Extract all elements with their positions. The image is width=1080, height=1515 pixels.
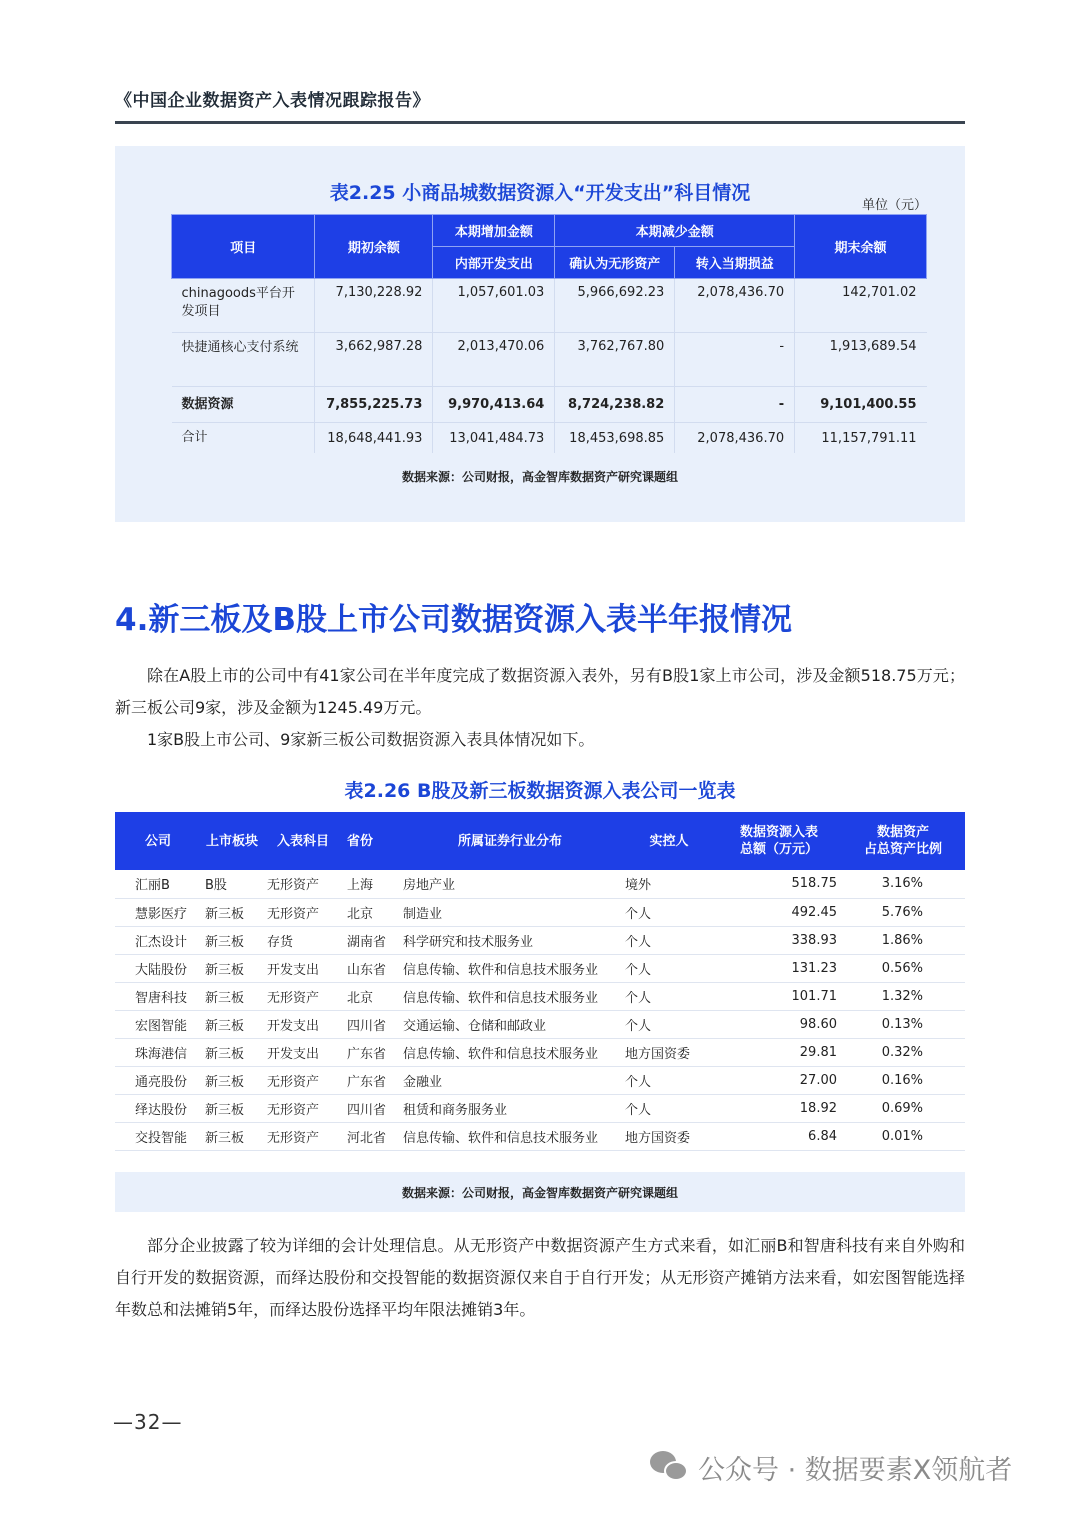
cell-industry: 交通运输、仓储和邮政业 <box>399 1010 621 1038</box>
cell-increase: 13,041,484.73 <box>433 423 555 454</box>
cell-board: 新三板 <box>201 926 263 954</box>
header-industry: 所属证券行业分布 <box>399 812 621 870</box>
cell-industry: 信息传输、软件和信息技术服务业 <box>399 954 621 982</box>
table-2-25-panel <box>115 146 965 522</box>
cell-company: 珠海港信 <box>115 1038 201 1066</box>
cell-province: 四川省 <box>343 1094 399 1122</box>
cell-closing: 142,701.02 <box>795 279 927 333</box>
table-2-26-source: 数据来源：公司财报，高金智库数据资产研究课题组 <box>401 1186 678 1200</box>
cell-controller: 境外 <box>621 870 717 898</box>
table-row <box>115 1038 965 1066</box>
table-2-25-source: 数据来源：公司财报，高金智库数据资产研究课题组 <box>401 470 678 484</box>
cell-company: 交投智能 <box>115 1122 201 1150</box>
cell-closing: 11,157,791.11 <box>795 423 927 454</box>
cell-board: 新三板 <box>201 1038 263 1066</box>
header-closing-balance: 期末余额 <box>795 215 927 279</box>
cell-province: 四川省 <box>343 1010 399 1038</box>
cell-industry: 租赁和商务服务业 <box>399 1094 621 1122</box>
table-row <box>115 1094 965 1122</box>
cell-amount: 131.23 <box>717 954 841 982</box>
table-2-25-title: 表2.25 小商品城数据资源入“开发支出”科目情况 <box>329 182 751 204</box>
cell-to-pnl: - <box>675 387 795 423</box>
table-row <box>115 1010 965 1038</box>
cell-ratio: 0.16% <box>841 1066 965 1094</box>
table-row <box>115 870 965 898</box>
cell-item: 快捷通核心支付系统 <box>172 333 315 387</box>
cell-account: 存货 <box>263 926 343 954</box>
table-2-26 <box>115 812 965 1151</box>
paragraph-accounting-notes: 部分企业披露了较为详细的会计处理信息。从无形资产中数据资源产生方式来看，如汇丽B和智唐科技有来自外购和自行开发的数据资源，而绎达股份和交投智能的数据资源仅来自于自行开发；从无形资产摊销方法来看，如宏图智能选择年数总和法摊销5年，而绎达股份选择平均年限法摊销3年。 <box>115 1236 965 1319</box>
cell-board: 新三板 <box>201 954 263 982</box>
cell-item: 数据资源 <box>172 387 315 423</box>
cell-amount: 518.75 <box>717 870 841 898</box>
cell-province: 广东省 <box>343 1066 399 1094</box>
cell-industry: 金融业 <box>399 1066 621 1094</box>
table-row <box>115 1122 965 1150</box>
cell-increase: 1,057,601.03 <box>433 279 555 333</box>
table-row <box>172 387 927 423</box>
paragraph-lead-in: 1家B股上市公司、9家新三板公司数据资源入表具体情况如下。 <box>147 730 595 749</box>
unit-label: 单位（元） <box>861 198 927 213</box>
cell-account: 无形资产 <box>263 1094 343 1122</box>
cell-company: 大陆股份 <box>115 954 201 982</box>
cell-industry: 信息传输、软件和信息技术服务业 <box>399 982 621 1010</box>
table-2-25 <box>171 214 927 453</box>
cell-to-pnl: 2,078,436.70 <box>675 279 795 333</box>
cell-ratio: 1.86% <box>841 926 965 954</box>
cell-amount: 101.71 <box>717 982 841 1010</box>
cell-account: 无形资产 <box>263 870 343 898</box>
page-number: —32— <box>113 1410 183 1434</box>
header-opening-balance: 期初余额 <box>315 215 433 279</box>
cell-ratio: 0.56% <box>841 954 965 982</box>
cell-province: 河北省 <box>343 1122 399 1150</box>
cell-to-intangible: 18,453,698.85 <box>555 423 675 454</box>
cell-increase: 9,970,413.64 <box>433 387 555 423</box>
cell-to-pnl: 2,078,436.70 <box>675 423 795 454</box>
cell-controller: 个人 <box>621 898 717 926</box>
cell-industry: 科学研究和技术服务业 <box>399 926 621 954</box>
cell-amount: 338.93 <box>717 926 841 954</box>
cell-amount: 6.84 <box>717 1122 841 1150</box>
wechat-icon <box>650 1451 690 1485</box>
table-row <box>115 954 965 982</box>
watermark <box>650 1448 1012 1487</box>
cell-amount: 29.81 <box>717 1038 841 1066</box>
cell-controller: 个人 <box>621 1010 717 1038</box>
watermark-text: 公众号 · 数据要素X领航者 <box>698 1455 1013 1486</box>
cell-opening: 3,662,987.28 <box>315 333 433 387</box>
cell-amount: 98.60 <box>717 1010 841 1038</box>
cell-company: 宏图智能 <box>115 1010 201 1038</box>
cell-company: 慧影医疗 <box>115 898 201 926</box>
table-row-total <box>172 423 927 454</box>
table-2-26-body <box>115 870 965 1150</box>
header-increase-internal: 内部开发支出 <box>433 247 555 279</box>
report-title: 《中国企业数据资产入表情况跟踪报告》 <box>115 91 430 111</box>
running-header <box>115 86 965 124</box>
cell-to-intangible: 5,966,692.23 <box>555 279 675 333</box>
cell-opening: 7,130,228.92 <box>315 279 433 333</box>
cell-board: B股 <box>201 870 263 898</box>
cell-account: 无形资产 <box>263 1122 343 1150</box>
cell-industry: 信息传输、软件和信息技术服务业 <box>399 1038 621 1066</box>
cell-controller: 个人 <box>621 1094 717 1122</box>
header-decrease-pnl: 转入当期损益 <box>675 247 795 279</box>
cell-province: 北京 <box>343 982 399 1010</box>
cell-account: 无形资产 <box>263 982 343 1010</box>
cell-ratio: 0.32% <box>841 1038 965 1066</box>
cell-controller: 地方国资委 <box>621 1122 717 1150</box>
cell-board: 新三板 <box>201 1094 263 1122</box>
table-row <box>115 926 965 954</box>
header-company: 公司 <box>115 812 201 870</box>
cell-company: 绎达股份 <box>115 1094 201 1122</box>
cell-province: 上海 <box>343 870 399 898</box>
cell-province: 山东省 <box>343 954 399 982</box>
cell-to-pnl: - <box>675 333 795 387</box>
cell-province: 北京 <box>343 898 399 926</box>
table-row <box>172 333 927 387</box>
cell-company: 智唐科技 <box>115 982 201 1010</box>
header-ratio-line2: 占总资产比例 <box>863 842 942 857</box>
cell-ratio: 3.16% <box>841 870 965 898</box>
header-amount-line2: 总额（万元） <box>739 842 818 857</box>
cell-ratio: 0.13% <box>841 1010 965 1038</box>
header-ratio <box>841 812 965 870</box>
cell-increase: 2,013,470.06 <box>433 333 555 387</box>
cell-industry: 信息传输、软件和信息技术服务业 <box>399 1122 621 1150</box>
header-ratio-line1: 数据资产 <box>876 825 929 840</box>
table-row <box>115 1066 965 1094</box>
cell-company: 汇杰设计 <box>115 926 201 954</box>
table-row <box>115 898 965 926</box>
cell-controller: 个人 <box>621 926 717 954</box>
table-2-26-source-panel <box>115 1172 965 1212</box>
table-row <box>115 982 965 1010</box>
cell-company: 通亮股份 <box>115 1066 201 1094</box>
cell-board: 新三板 <box>201 1010 263 1038</box>
cell-board: 新三板 <box>201 898 263 926</box>
header-rule <box>115 121 965 124</box>
header-decrease-intangible: 确认为无形资产 <box>555 247 675 279</box>
cell-board: 新三板 <box>201 1066 263 1094</box>
cell-to-intangible: 3,762,767.80 <box>555 333 675 387</box>
header-amount <box>717 812 841 870</box>
cell-item: chinagoods平台开发项目 <box>172 279 315 333</box>
header-board: 上市板块 <box>201 812 263 870</box>
cell-ratio: 1.32% <box>841 982 965 1010</box>
cell-closing: 1,913,689.54 <box>795 333 927 387</box>
header-amount-line1: 数据资源入表 <box>739 825 818 840</box>
cell-account: 无形资产 <box>263 1066 343 1094</box>
cell-ratio: 0.69% <box>841 1094 965 1122</box>
header-account: 入表科目 <box>263 812 343 870</box>
cell-province: 广东省 <box>343 1038 399 1066</box>
cell-amount: 18.92 <box>717 1094 841 1122</box>
paragraph-intro: 除在A股上市的公司中有41家公司在半年度完成了数据资源入表外，另有B股1家上市公司，涉及金额518.75万元；新三板公司9家，涉及金额为1245.49万元。 <box>115 666 965 717</box>
header-province: 省份 <box>343 812 399 870</box>
header-decrease-group: 本期减少金额 <box>555 215 795 247</box>
cell-amount: 492.45 <box>717 898 841 926</box>
cell-controller: 个人 <box>621 1066 717 1094</box>
cell-opening: 18,648,441.93 <box>315 423 433 454</box>
cell-opening: 7,855,225.73 <box>315 387 433 423</box>
cell-board: 新三板 <box>201 982 263 1010</box>
header-controller: 实控人 <box>621 812 717 870</box>
cell-controller: 个人 <box>621 954 717 982</box>
header-increase-group: 本期增加金额 <box>433 215 555 247</box>
cell-board: 新三板 <box>201 1122 263 1150</box>
header-item: 项目 <box>172 215 315 279</box>
cell-account: 开发支出 <box>263 1038 343 1066</box>
cell-province: 湖南省 <box>343 926 399 954</box>
cell-controller: 地方国资委 <box>621 1038 717 1066</box>
cell-industry: 制造业 <box>399 898 621 926</box>
table-2-26-title: 表2.26 B股及新三板数据资源入表公司一览表 <box>344 780 736 802</box>
cell-account: 开发支出 <box>263 1010 343 1038</box>
section-heading: 4.新三板及B股上市公司数据资源入表半年报情况 <box>115 602 792 638</box>
cell-ratio: 0.01% <box>841 1122 965 1150</box>
cell-company: 汇丽B <box>115 870 201 898</box>
cell-account: 开发支出 <box>263 954 343 982</box>
cell-controller: 个人 <box>621 982 717 1010</box>
cell-ratio: 5.76% <box>841 898 965 926</box>
cell-item: 合计 <box>172 423 315 454</box>
cell-to-intangible: 8,724,238.82 <box>555 387 675 423</box>
cell-industry: 房地产业 <box>399 870 621 898</box>
cell-amount: 27.00 <box>717 1066 841 1094</box>
cell-closing: 9,101,400.55 <box>795 387 927 423</box>
table-row <box>172 279 927 333</box>
cell-account: 无形资产 <box>263 898 343 926</box>
